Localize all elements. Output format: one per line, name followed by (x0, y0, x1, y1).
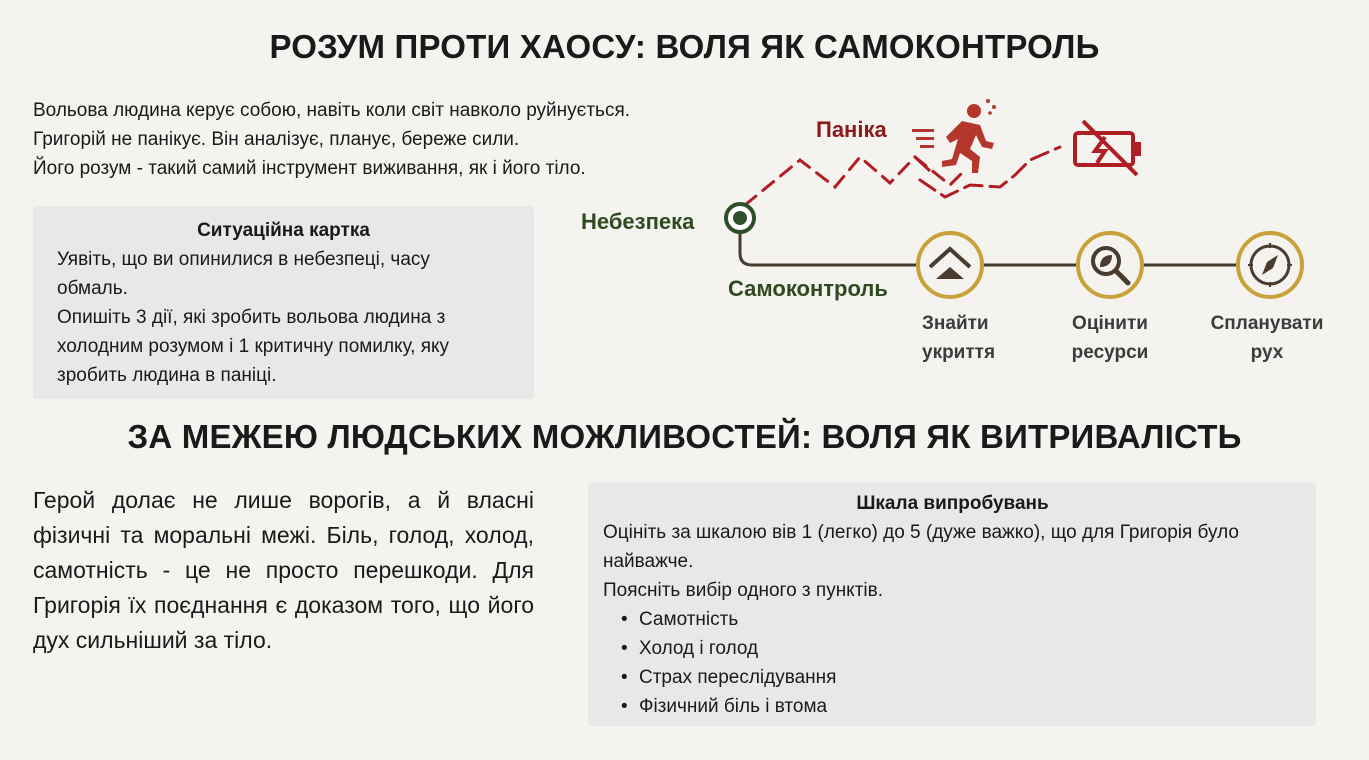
situation-card-line: холодним розумом і 1 критичну помилку, яку (57, 336, 450, 357)
step-label: рух (1250, 342, 1284, 363)
trials-scale-card (588, 483, 1316, 726)
trials-card-line: Оцініть за шкалою вів 1 (легко) до 5 (дуже важко), що для Григорія було (603, 522, 1239, 543)
situation-card-line: Опишіть 3 дії, які зробить вольова людина з (57, 307, 446, 328)
list-item: • Холод і голод (621, 634, 1302, 663)
trials-card-line: Поясніть вибір одного з пунктів. (603, 580, 884, 601)
control-path (740, 220, 1300, 265)
step-assess-resources (1040, 309, 1180, 367)
trials-card-line: найважче. (603, 551, 694, 572)
trials-list (603, 605, 1302, 721)
step-find-shelter (888, 309, 1028, 367)
section-title-endurance: ЗА МЕЖЕЮ ЛЮДСЬКИХ МОЖЛИВОСТЕЙ: ВОЛЯ ЯК ВИТРИВАЛІСТЬ (127, 418, 1242, 455)
panic-path-continued (915, 157, 930, 171)
running-man-icon (912, 99, 996, 173)
situation-card-title: Ситуаційна картка (197, 220, 370, 241)
intro-line: Вольова людина керує собою, навіть коли світ навколо руйнується. (33, 100, 631, 121)
panic-vs-control-diagram (560, 85, 1360, 385)
situation-card-line: Уявіть, що ви опинилися в небезпеці, часу (57, 249, 430, 270)
step-label: Знайти (922, 313, 989, 334)
situation-card-line: обмаль. (57, 278, 128, 299)
section-title-self-control: РОЗУМ ПРОТИ ХАОСУ: ВОЛЯ ЯК САМОКОНТРОЛЬ (269, 28, 1100, 65)
self-control-label: Самоконтроль (728, 276, 888, 301)
trials-card-title: Шкала випробувань (856, 493, 1049, 514)
list-item: • Страх переслідування (621, 663, 1302, 692)
step-label: Спланувати (1210, 313, 1324, 334)
panic-path-end (920, 147, 1060, 197)
danger-label: Небезпека (581, 209, 695, 234)
situation-card (33, 206, 534, 399)
step-plan-movement (1197, 309, 1337, 367)
magnifier-leaf-icon (1078, 233, 1142, 297)
compass-icon (1238, 233, 1302, 297)
step-label: ресурси (1071, 342, 1149, 363)
panic-label: Паніка (816, 117, 887, 142)
panic-path (745, 157, 965, 205)
intro-line: Його розум - такий самий інструмент виживання, як і його тіло. (33, 158, 586, 179)
step-label: укриття (922, 342, 996, 363)
list-item: • Самотність (621, 605, 1302, 634)
step-label: Оцінити (1072, 313, 1148, 334)
intro-line: Григорій не панікує. Він аналізує, планує, береже сили. (33, 129, 520, 150)
list-item: • Фізичний біль і втома (621, 692, 1302, 721)
shelter-icon (918, 233, 982, 297)
hero-text: Герой долає не лише ворогів, а й власні фізичні та моральні межі. Біль, голод, холод, самотність - це не просто перешкоди. Для Григорія їх поєднання є доказом того, що його дух сильніший за тіло. (33, 487, 534, 653)
broken-battery-icon (1075, 121, 1141, 175)
situation-card-line: зробить людина в паніці. (57, 365, 277, 386)
